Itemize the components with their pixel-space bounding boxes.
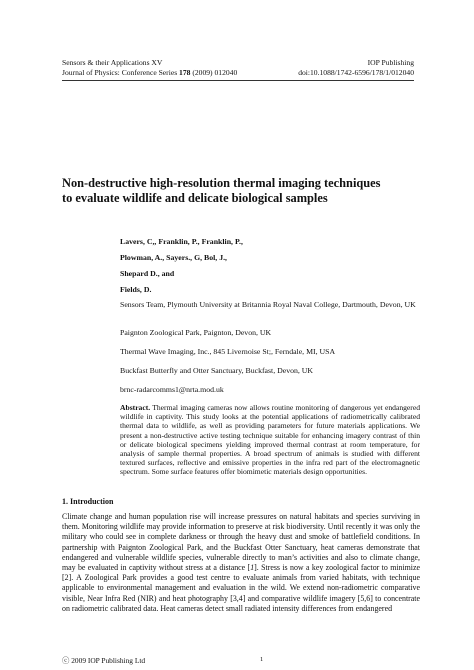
affiliation-buckfast: Buckfast Butterfly and Otter Sanctuary, Buckfast, Devon, UK xyxy=(120,366,314,375)
footer-copyright: ⓒ 2009 IOP Publishing Ltd xyxy=(62,656,146,665)
abstract xyxy=(120,403,420,477)
author-line-2: Plowman, A., Sayers., G, Bol, J., xyxy=(120,253,227,262)
page-number: 1 xyxy=(260,656,264,663)
abstract-text: Thermal imaging cameras now allows routine monitoring of dangerous yet endangered wildlife in captivity. This study looks at the potential applications of radiometrically calibrated thermal data to wildlife, as well as providing parameters for future materials applications. We present a non-destructive active testing technique suitable for enhancing imagery contrast of thin or delicate biological specimens yielding improved thermal contrast at room temperature, for analysis of sample thermal properties. A broad spectrum of animals is studied with different textured surfaces, reflective and emissive properties in the infra red part of the electromagnetic spectrum. Some surface features offer biomimetic materials design opportunities. xyxy=(120,403,420,477)
author-line-3: Shepard D., and xyxy=(120,269,175,278)
author-line-1: Lavers, C,, Franklin, P., Franklin, P., xyxy=(120,237,243,246)
doi: doi:10.1088/1742-6596/178/1/012040 xyxy=(298,68,414,77)
header-rule xyxy=(62,80,414,81)
conference-name: Sensors & their Applications XV xyxy=(62,58,163,67)
section-heading: 1. Introduction xyxy=(62,497,114,506)
journal-citation: Journal of Physics: Conference Series 178 (2009) 012040 xyxy=(62,68,238,77)
introduction-text: Climate change and human population rise will increase pressures on natural habitats and species surviving in them. Monitoring wildlife may provide information to preserve at risk biodiversity. Until recently it was only the military who could see in complete darkness or through the heavy dust and smoke of battlefield conditions. In partnership with Paignton Zoological Park, and the Buckfast Otter Sanctuary, heat cameras demonstrate that endangered and vulnerable wildlife species, vulnerable directly to man’s activities and also to climate change, may be evaluated in captivity without stress at a distance [1]. Stress is now a key zoological factor to minimize [2]. A Zoological Park provides a good test centre to evaluate animals from varied habitats, with technique applicable to environmental management and evaluation in the wild. We extend non-radiometric comparative visible, Near Infra Red (NIR) and heat photography [3,4] and comparative wildlife imagery [5,6] to concentrate on radiometric calibrated data. Heat cameras detect small radiated intensity differences from endangered xyxy=(62,512,421,613)
publisher-name: IOP Publishing xyxy=(367,58,414,67)
contact-email[interactable]: brnc-radarcomms1@nrta.mod.uk xyxy=(120,385,224,394)
citation-ref: 1 xyxy=(250,563,255,573)
affiliation-paignton-zoo: Paignton Zoological Park, Paignton, Devon, UK xyxy=(120,328,272,337)
paper-title: Non-destructive high-resolution thermal imaging techniques to evaluate wildlife and delicate biological samples xyxy=(62,176,381,205)
affiliation-thermal-wave: Thermal Wave Imaging, Inc., 845 Livernoise St;, Ferndale, MI, USA xyxy=(120,347,336,356)
author-line-4: Fields, D. xyxy=(120,285,152,294)
abstract-label: Abstract. xyxy=(120,403,151,412)
affiliation-sensors-team: Sensors Team, Plymouth University at Britannia Royal Naval College, Dartmouth, Devon, UK xyxy=(120,300,416,309)
